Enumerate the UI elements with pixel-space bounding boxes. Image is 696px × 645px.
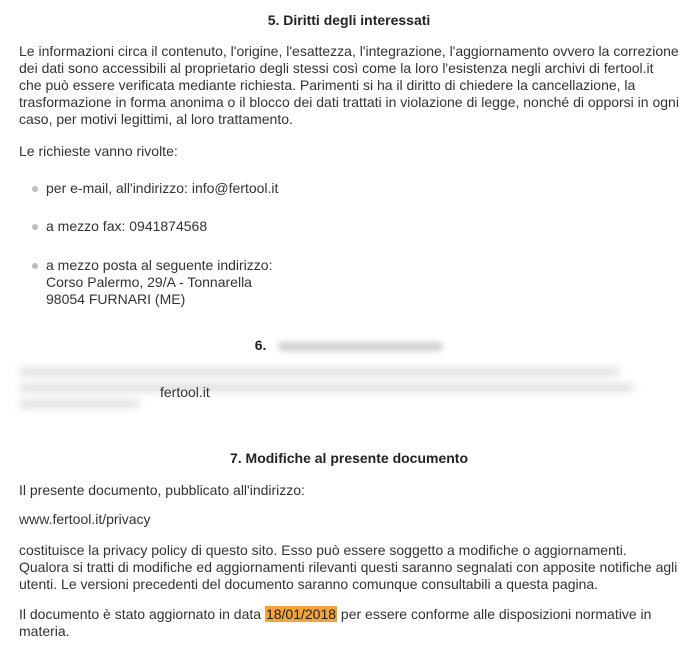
update-date-highlight: 18/01/2018: [265, 606, 337, 622]
contact-fax: [46, 218, 666, 235]
section-7-intro: Il presente documento, pubblicato all'indirizzo:: [19, 482, 305, 498]
section-7-title: 7. Modifiche al presente documento: [229, 450, 469, 466]
section-6-site-text: fertool.it: [160, 384, 210, 400]
section-5-paragraph: Le informazioni circa il contenuto, l'origine, l'esattezza, l'integrazione, l'aggiornamento ovvero la correzione dei dati sono accessibili al proprietario degli stessi così come la loro l'esistenza negli archivi di fertool.it che può essere verificata mediante richiesta. Parimenti si ha il diritto di chiedere la cancellazione, la trasformazione in forma anonima o il blocco dei dati trattati in violazione di legge, nonché di opporsi in ogni caso, per motivi legittimi, al loro trattamento.: [19, 43, 679, 127]
contact-post-label: a mezzo posta al seguente indirizzo:: [46, 257, 273, 273]
blurred-paragraph: [19, 368, 629, 414]
bullet-icon: [32, 186, 38, 192]
update-notice-after: per essere conforme alle disposizioni normative in materia.: [19, 606, 652, 639]
bullet-icon: [32, 224, 38, 230]
privacy-url: www.fertool.it/privacy: [19, 511, 151, 527]
contact-post-city: 98054 FURNARI (ME): [46, 291, 186, 307]
blurred-heading: [278, 342, 443, 351]
contact-email: [46, 180, 666, 197]
contact-email-text: per e-mail, all'indirizzo: info@fertool.it: [46, 180, 279, 196]
section-6-number: 6.: [254, 337, 267, 353]
contact-post-street: Corso Palermo, 29/A - Tonnarella: [46, 274, 252, 290]
contact-fax-text: a mezzo fax: 0941874568: [46, 218, 208, 234]
contact-post: [46, 257, 666, 308]
section-7-paragraph: costituisce la privacy policy di questo sito. Esso può essere soggetto a modifiche o aggiornamenti. Qualora si tratti di modifiche ed aggiornamenti rilevanti questi saranno segnalati con apposite notifiche agli utenti. Le versioni precedenti del documento saranno comunque consultabili a questa pagina.: [19, 542, 678, 592]
update-notice: [19, 606, 679, 640]
section-5-title: 5. Diritti degli interessati: [267, 12, 431, 28]
update-notice-before: Il documento è stato aggiornato in data: [19, 606, 265, 622]
section-6-title: [19, 337, 679, 354]
bullet-icon: [32, 263, 38, 269]
requests-intro: Le richieste vanno rivolte:: [19, 143, 178, 159]
